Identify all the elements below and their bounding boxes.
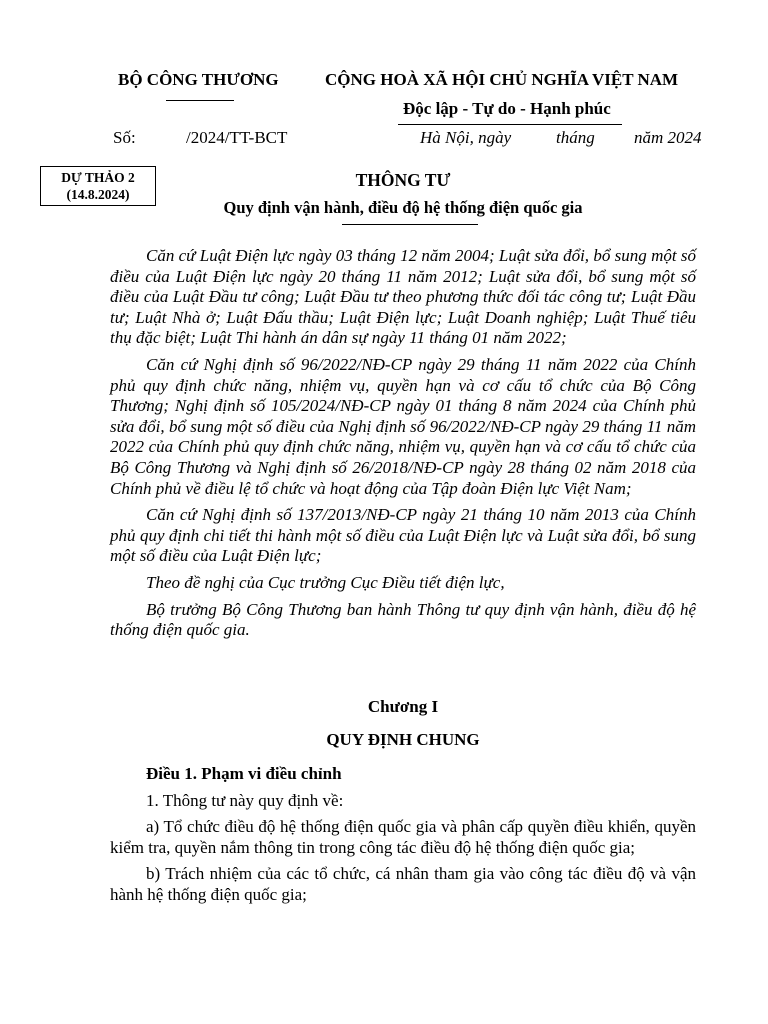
point-b: b) Trách nhiệm của các tổ chức, cá nhân tham gia vào công tác điều độ và vận hành hệ thống điện quốc gia; bbox=[110, 864, 696, 904]
national-motto: Độc lập - Tự do - Hạnh phúc bbox=[403, 99, 611, 118]
title-underline bbox=[342, 224, 478, 225]
preamble-paragraph: Căn cứ Luật Điện lực ngày 03 tháng 12 năm 2004; Luật sửa đổi, bổ sung một số điều của Luật Điện lực ngày 20 tháng 11 năm 2012; Luật sửa đổi, bổ sung một số điều của Luật Đầu tư công; Luật Đầu tư theo phương thức đối tác công tư; Luật Đầu tư; Luật Nhà ở; Luật Đấu thầu; Luật Điện lực; Luật Doanh nghiệp; Luật Thuế tiêu thụ đặc biệt; Luật Thi hành án dân sự ngày 11 tháng 01 năm 2022; bbox=[110, 246, 696, 348]
document-number: /2024/TT-BCT bbox=[186, 128, 288, 147]
chapter-title: QUY ĐỊNH CHUNG bbox=[326, 730, 480, 749]
preamble-paragraph: Theo đề nghị của Cục trưởng Cục Điều tiết điện lực, bbox=[146, 572, 505, 592]
ministry-underline bbox=[166, 100, 234, 101]
month-label: tháng bbox=[556, 128, 595, 147]
draft-label: DỰ THẢO 2 bbox=[61, 170, 135, 185]
year-label: năm 2024 bbox=[634, 128, 702, 147]
place-date: Hà Nội, ngày bbox=[420, 128, 512, 147]
preamble-paragraph: Căn cứ Nghị định số 137/2013/NĐ-CP ngày 21 tháng 10 năm 2013 của Chính phủ quy định chi tiết thi hành một số điều của Luật Điện lực và Luật sửa đổi, bổ sung một số điều của Luật Điện lực; bbox=[110, 505, 696, 566]
preamble-paragraph: Căn cứ Nghị định số 96/2022/NĐ-CP ngày 29 tháng 11 năm 2022 của Chính phủ quy định chức năng, nhiệm vụ, quyền hạn và cơ cấu tổ chức của Bộ Công Thương; Nghị định số 105/2024/NĐ-CP ngày 01 tháng 8 năm 2024 của Chính phủ sửa đổi, bổ sung một số điều của Nghị định số 96/2022/NĐ-CP ngày 29 tháng 11 năm 2022 của Chính phủ quy định chức năng, nhiệm vụ, quyền hạn và cơ cấu tổ chức của Bộ Công Thương và Nghị định số 26/2018/NĐ-CP ngày 28 tháng 02 năm 2018 của Chính phủ về điều lệ tổ chức và hoạt động của Tập đoàn Điện lực Việt Nam; bbox=[110, 354, 696, 498]
number-label: Số: bbox=[113, 128, 136, 147]
document-subject: Quy định vận hành, điều độ hệ thống điện quốc gia bbox=[223, 198, 583, 217]
motto-underline bbox=[398, 124, 622, 125]
chapter-number: Chương I bbox=[367, 697, 439, 716]
article-1 bbox=[110, 764, 696, 906]
document-type: THÔNG TƯ bbox=[355, 170, 451, 190]
preamble bbox=[110, 246, 696, 641]
preamble-paragraph: Bộ trưởng Bộ Công Thương ban hành Thông tư quy định vận hành, điều độ hệ thống điện quốc gia. bbox=[110, 599, 696, 640]
issuing-ministry: BỘ CÔNG THƯƠNG bbox=[118, 70, 279, 89]
country-name: CỘNG HOÀ XÃ HỘI CHỦ NGHĨA VIỆT NAM bbox=[325, 70, 679, 89]
clause-1: 1. Thông tư này quy định về: bbox=[146, 790, 344, 810]
point-a: a) Tổ chức điều độ hệ thống điện quốc gia và phân cấp quyền điều khiển, quyền kiểm tra, quyền nắm thông tin trong công tác điều độ hệ thống điện quốc gia; bbox=[110, 817, 696, 857]
article-heading: Điều 1. Phạm vi điều chỉnh bbox=[146, 764, 342, 783]
draft-date: (14.8.2024) bbox=[66, 187, 130, 202]
